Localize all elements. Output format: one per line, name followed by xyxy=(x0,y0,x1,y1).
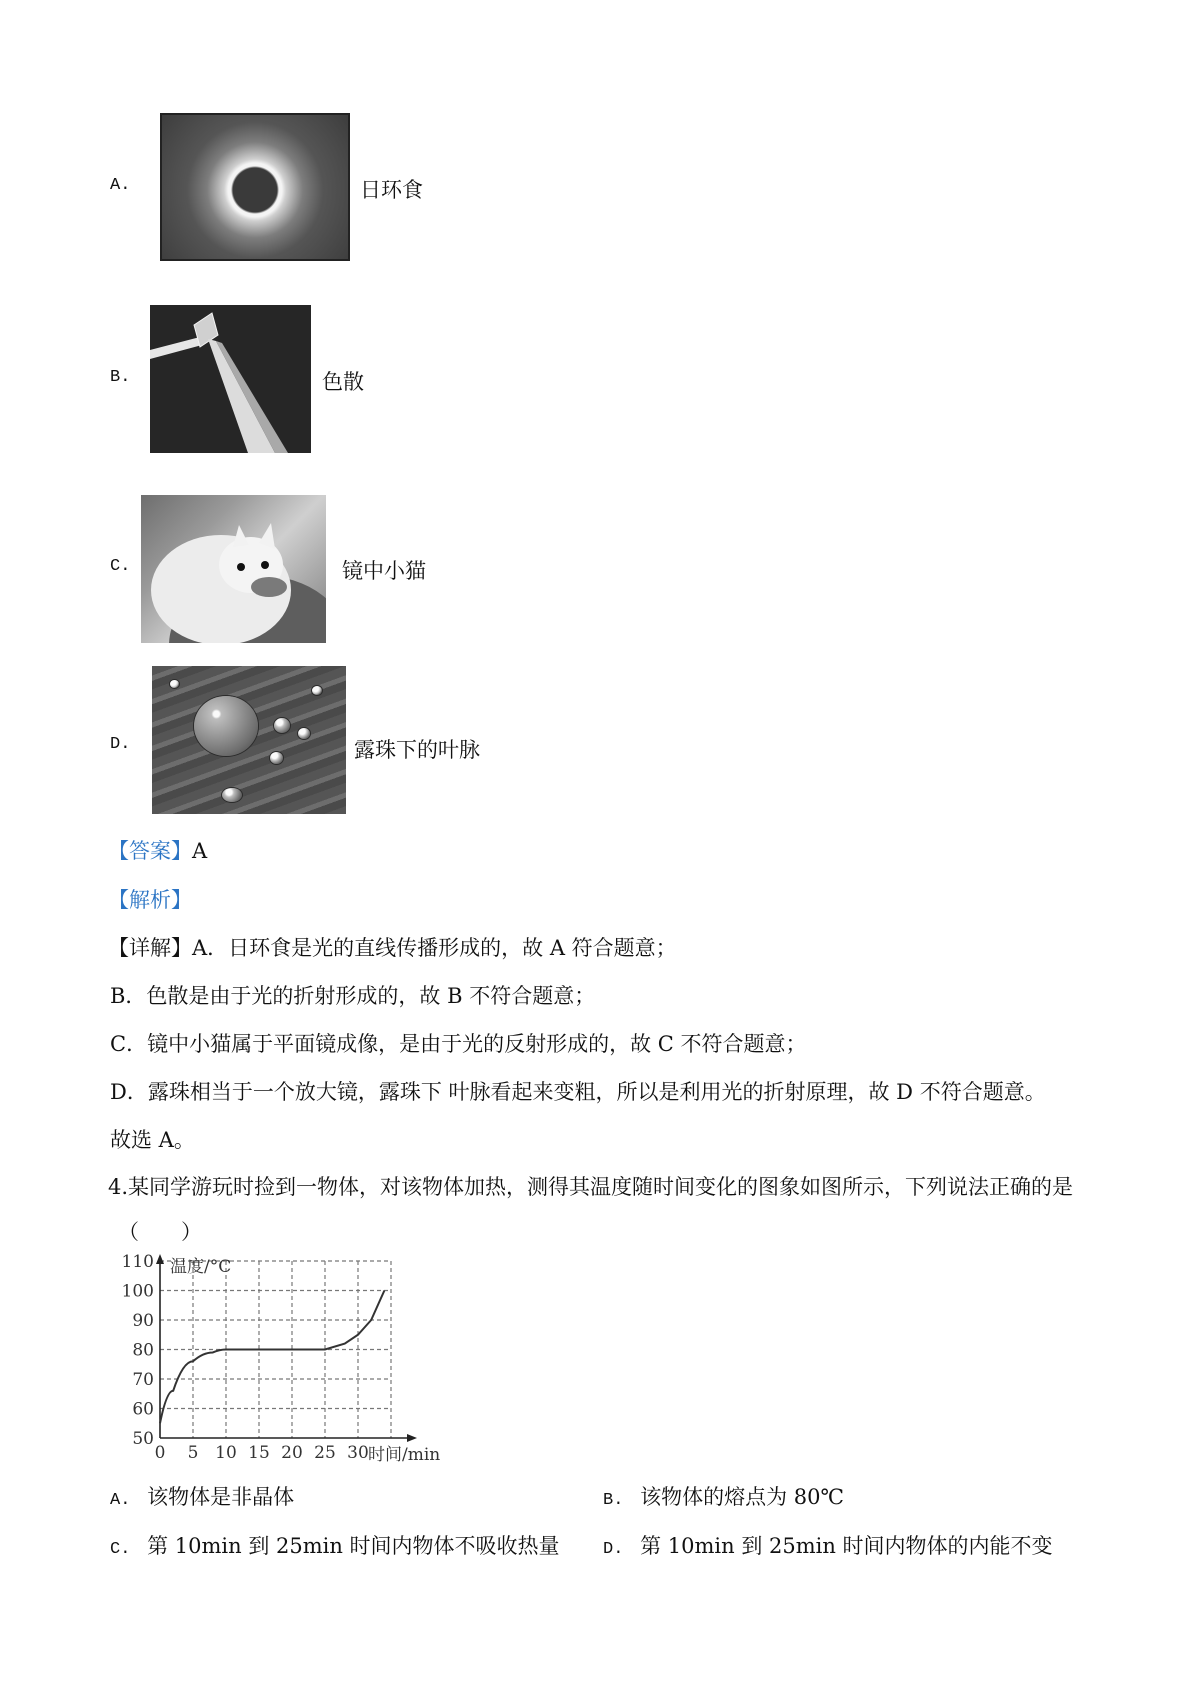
cat-icon xyxy=(141,495,326,643)
prism-beam-icon xyxy=(150,305,311,453)
detail-tag: 【详解】 xyxy=(108,936,192,960)
cat-in-mirror-photo xyxy=(141,495,326,643)
option-a-letter: A. xyxy=(110,176,131,195)
q4-option-a-text: 该物体是非晶体 xyxy=(147,1485,295,1509)
y-axis-arrow-icon xyxy=(156,1254,164,1264)
prism-dispersion-photo xyxy=(150,305,311,453)
dewdrop-icon xyxy=(274,718,290,733)
option-c-letter: C. xyxy=(110,557,131,576)
q4-option-c-text: 第 10min 到 25min 时间内物体不吸收热量 xyxy=(147,1534,560,1558)
chart-svg xyxy=(112,1252,472,1462)
q4-option-c-letter: C. xyxy=(110,1540,131,1559)
annular-eclipse-photo xyxy=(160,113,350,261)
x-axis-label: 时间/min xyxy=(368,1445,441,1462)
y-tick-label: 90 xyxy=(132,1311,154,1331)
option-a-caption: 日环食 xyxy=(360,178,423,202)
q4-option-b-text: 该物体的熔点为 80℃ xyxy=(640,1485,844,1509)
answer-value: A xyxy=(192,839,208,863)
x-tick-label: 20 xyxy=(281,1443,303,1462)
y-tick-label: 80 xyxy=(132,1340,154,1361)
question-4-stem: 4.某同学游玩时捡到一物体，对该物体加热，测得其温度随时间变化的图象如图所示，下列说法正确的是 xyxy=(108,1175,1074,1199)
q4-option-a xyxy=(110,1481,294,1511)
option-b-caption: 色散 xyxy=(322,370,364,394)
x-tick-label: 0 xyxy=(154,1443,166,1462)
temperature-curve xyxy=(160,1291,384,1424)
option-d-caption: 露珠下的叶脉 xyxy=(354,738,480,762)
temperature-time-chart xyxy=(112,1252,472,1462)
detail-line-1 xyxy=(108,932,677,962)
dewdrop-icon xyxy=(312,686,322,695)
x-tick-label: 10 xyxy=(215,1443,237,1462)
x-tick-label: 5 xyxy=(187,1443,199,1462)
large-dewdrop-icon xyxy=(194,696,258,756)
q4-option-d xyxy=(603,1530,1053,1560)
y-axis-label: 温度/°C xyxy=(170,1257,232,1277)
x-axis-arrow-icon xyxy=(407,1434,417,1442)
detail-conclusion: 故选 A。 xyxy=(110,1128,195,1152)
x-tick-label: 30 xyxy=(347,1443,369,1462)
detail-text-b: B．色散是由于光的折射形成的，故 B 不符合题意； xyxy=(110,984,596,1008)
detail-text-a: A．日环食是光的直线传播形成的，故 A 符合题意； xyxy=(192,936,677,960)
y-tick-label: 110 xyxy=(121,1252,154,1272)
y-tick-label: 70 xyxy=(132,1370,154,1390)
q4-option-a-letter: A. xyxy=(110,1491,131,1510)
y-tick-label: 100 xyxy=(121,1281,154,1302)
x-tick-label: 15 xyxy=(248,1443,270,1462)
dewdrop-icon xyxy=(298,728,310,739)
dewdrop-icon xyxy=(170,680,179,688)
q4-option-c xyxy=(110,1530,560,1560)
dewdrop-icon xyxy=(222,788,242,802)
q4-option-d-letter: D. xyxy=(603,1540,624,1559)
q4-option-d-text: 第 10min 到 25min 时间内物体的内能不变 xyxy=(640,1534,1053,1558)
option-d-letter: D. xyxy=(110,735,131,754)
option-b-letter: B. xyxy=(110,368,131,387)
x-tick-label: 25 xyxy=(314,1443,336,1462)
question-4-blank: （ ） xyxy=(118,1220,202,1244)
dewdrop-leaf-vein-photo xyxy=(152,666,346,814)
option-c-caption: 镜中小猫 xyxy=(342,559,426,583)
detail-text-d: D．露珠相当于一个放大镜，露珠下 叶脉看起来变粗，所以是利用光的折射原理，故 D 不符合题意。 xyxy=(110,1080,1046,1104)
q4-option-b-letter: B. xyxy=(603,1491,624,1510)
y-tick-label: 60 xyxy=(132,1399,154,1420)
analysis-tag: 【解析】 xyxy=(108,888,192,912)
dewdrop-icon xyxy=(270,752,283,764)
answer-tag: 【答案】 xyxy=(108,839,192,863)
q4-option-b xyxy=(603,1481,844,1511)
y-tick-label: 50 xyxy=(132,1429,154,1449)
detail-text-c: C．镜中小猫属于平面镜成像，是由于光的反射形成的，故 C 不符合题意； xyxy=(110,1032,807,1056)
answer-line xyxy=(108,835,207,865)
